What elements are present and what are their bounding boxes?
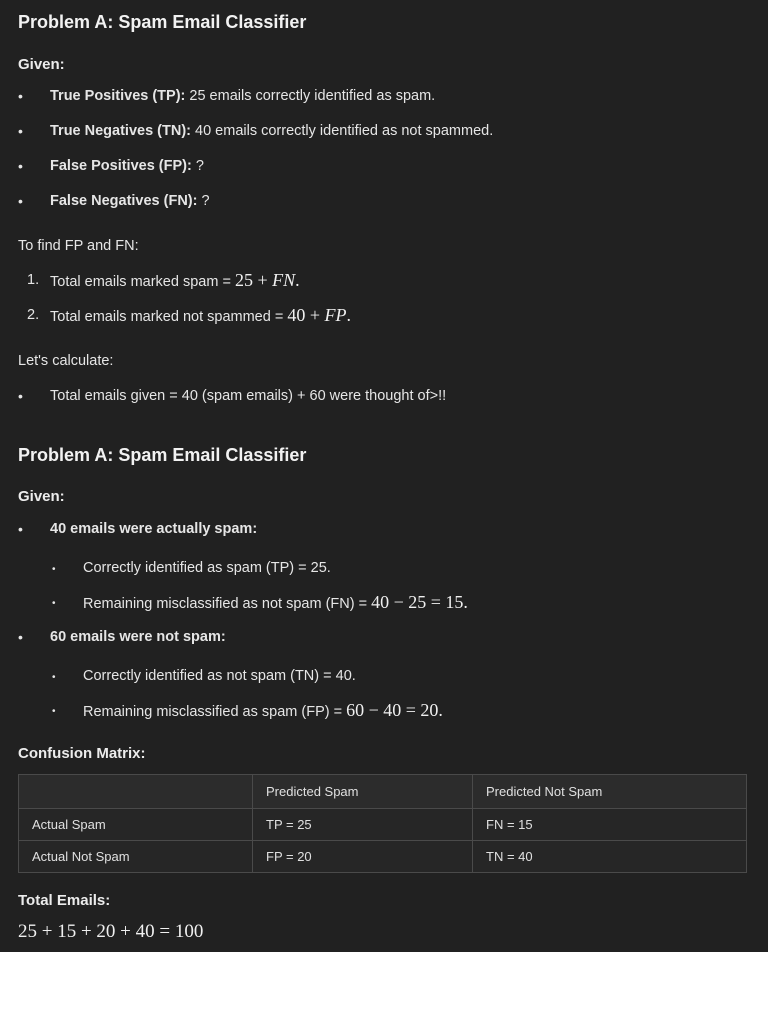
sub-item-tn: Correctly identified as not spam (TN) = 40. [83, 668, 356, 684]
find-label: To find FP and FN: [18, 238, 139, 254]
cell-fn: FN = 15 [473, 809, 747, 841]
confusion-matrix-table [18, 774, 747, 873]
group-not-spam-label: 60 emails were not spam: [50, 629, 226, 645]
sub-item-fn: Remaining misclassified as not spam (FN) = 40 − 25 = 15. [83, 592, 468, 612]
step-item: Total emails marked spam = 25 + FN. [50, 270, 300, 290]
step-number: 1. [27, 272, 40, 288]
table-row [19, 841, 747, 873]
bullet-icon: • [18, 629, 23, 645]
table-header-row [19, 775, 747, 809]
given-item-tn: True Negatives (TN): 40 emails correctly identified as not spammed. [50, 123, 494, 139]
total-equation: 25 + 15 + 20 + 40 = 100 [18, 921, 204, 942]
table-row [19, 809, 747, 841]
calc-item: Total emails given = 40 (spam emails) + 60 were thought of>!! [50, 388, 447, 404]
step-number: 2. [27, 307, 40, 323]
header-predicted-not-spam: Predicted Not Spam [473, 775, 747, 809]
section2-title: Problem A: Spam Email Classifier [18, 445, 307, 465]
group-spam-label: 40 emails were actually spam: [50, 521, 258, 537]
matrix-label: Confusion Matrix: [18, 745, 146, 762]
bullet-icon: • [18, 123, 23, 139]
sub-bullet-icon: • [52, 706, 56, 717]
row-label-actual-not-spam: Actual Not Spam [19, 841, 253, 873]
section1-title: Problem A: Spam Email Classifier [18, 12, 307, 32]
bullet-icon: • [18, 388, 23, 404]
calc-label: Let's calculate: [18, 353, 114, 369]
sub-item-tp: Correctly identified as spam (TP) = 25. [83, 560, 331, 576]
step-item: Total emails marked not spammed = 40 + FP. [50, 305, 351, 325]
cell-fp: FP = 20 [253, 841, 473, 873]
section2-given-label: Given: [18, 488, 65, 505]
bullet-icon: • [18, 88, 23, 104]
cell-tp: TP = 25 [253, 809, 473, 841]
given-item-tp: True Positives (TP): 25 emails correctly identified as spam. [50, 88, 436, 104]
header-predicted-spam: Predicted Spam [253, 775, 473, 809]
given-item-fn: False Negatives (FN): ? [50, 193, 210, 209]
given-item-fp: False Positives (FP): ? [50, 158, 204, 174]
bullet-icon: • [18, 521, 23, 537]
sub-bullet-icon: • [52, 598, 56, 609]
sub-bullet-icon: • [52, 672, 56, 683]
bullet-icon: • [18, 193, 23, 209]
header-cell [19, 775, 253, 809]
row-label-actual-spam: Actual Spam [19, 809, 253, 841]
cell-tn: TN = 40 [473, 841, 747, 873]
bullet-icon: • [18, 158, 23, 174]
section1-given-label: Given: [18, 56, 65, 73]
sub-bullet-icon: • [52, 564, 56, 575]
sub-item-fp: Remaining misclassified as spam (FP) = 60 − 40 = 20. [83, 700, 443, 720]
total-emails-label: Total Emails: [18, 892, 111, 909]
